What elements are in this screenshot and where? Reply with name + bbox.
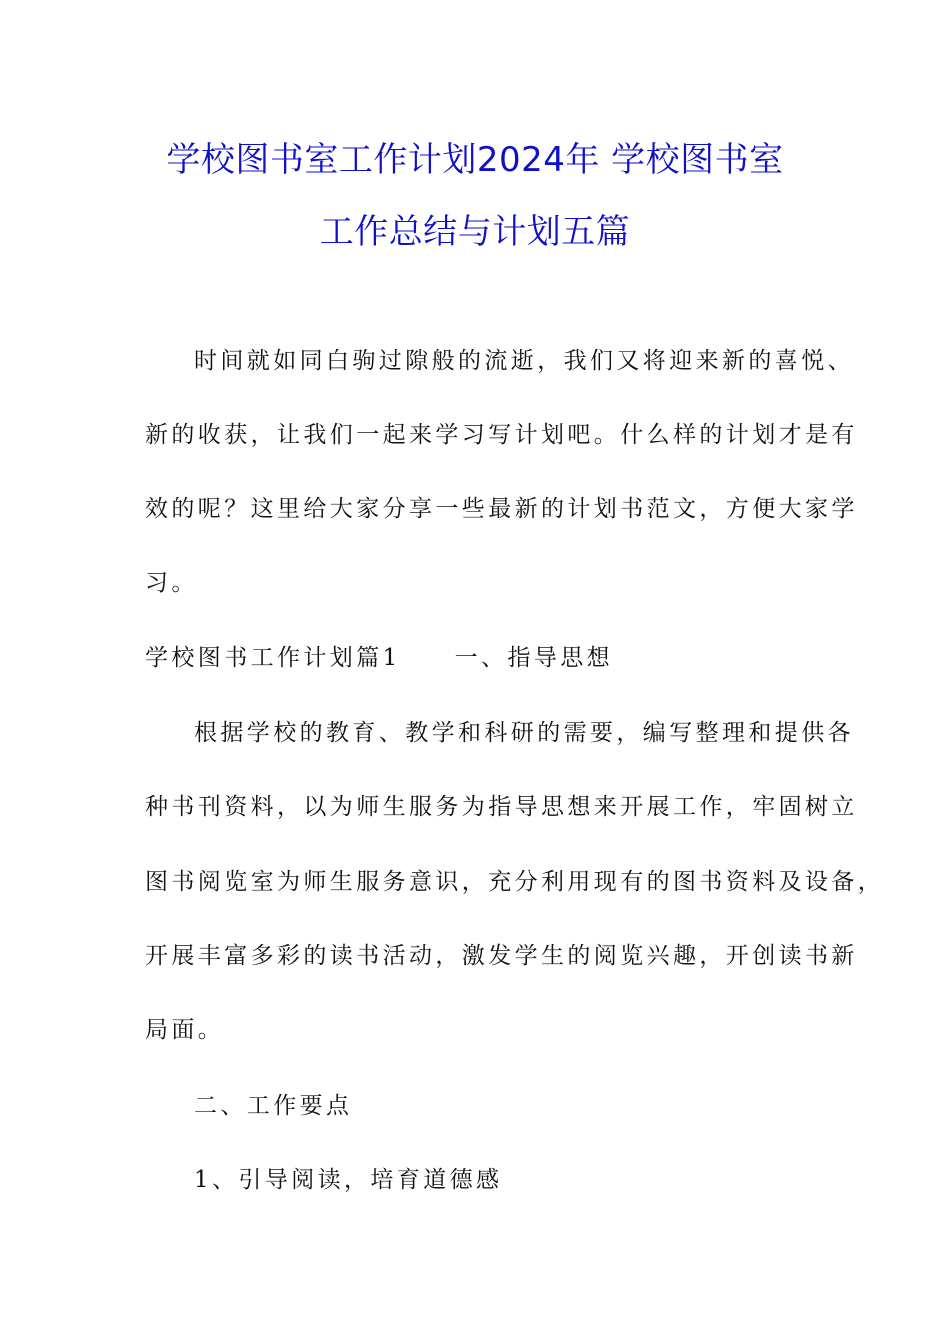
- intro-line-2: 新的收获，让我们一起来学习写计划吧。什么样的计划才是有: [145, 422, 858, 448]
- body-line-2: 种书刊资料，以为师生服务为指导思想来开展工作，牢固树立: [145, 794, 858, 820]
- document-title-line-1: 学校图书室工作计划2024年 学校图书室: [166, 140, 784, 180]
- intro-line-3: 效的呢？这里给大家分享一些最新的计划书范文，方便大家学: [145, 496, 858, 522]
- body-line-4: 开展丰富多彩的读书活动，激发学生的阅览兴趣，开创读书新: [145, 943, 858, 969]
- body-line-1: 根据学校的教育、教学和科研的需要，编写整理和提供各: [194, 720, 854, 746]
- intro-line-4: 习。: [145, 570, 198, 596]
- section-heading-row: [145, 643, 613, 673]
- section-heading: 学校图书工作计划篇1: [145, 645, 401, 671]
- point-heading: 二、工作要点: [194, 1093, 353, 1119]
- section-subheading: 一、指导思想: [454, 645, 614, 671]
- point-1: 1、引导阅读，培育道德感: [194, 1167, 503, 1193]
- body-line-3: 图书阅览室为师生服务意识，充分利用现有的图书资料及设备，: [145, 869, 885, 895]
- document-title-line-2: 工作总结与计划五篇: [319, 212, 631, 252]
- body-line-5: 局面。: [145, 1017, 225, 1043]
- intro-line-1: 时间就如同白驹过隙般的流逝，我们又将迎来新的喜悦、: [194, 348, 854, 374]
